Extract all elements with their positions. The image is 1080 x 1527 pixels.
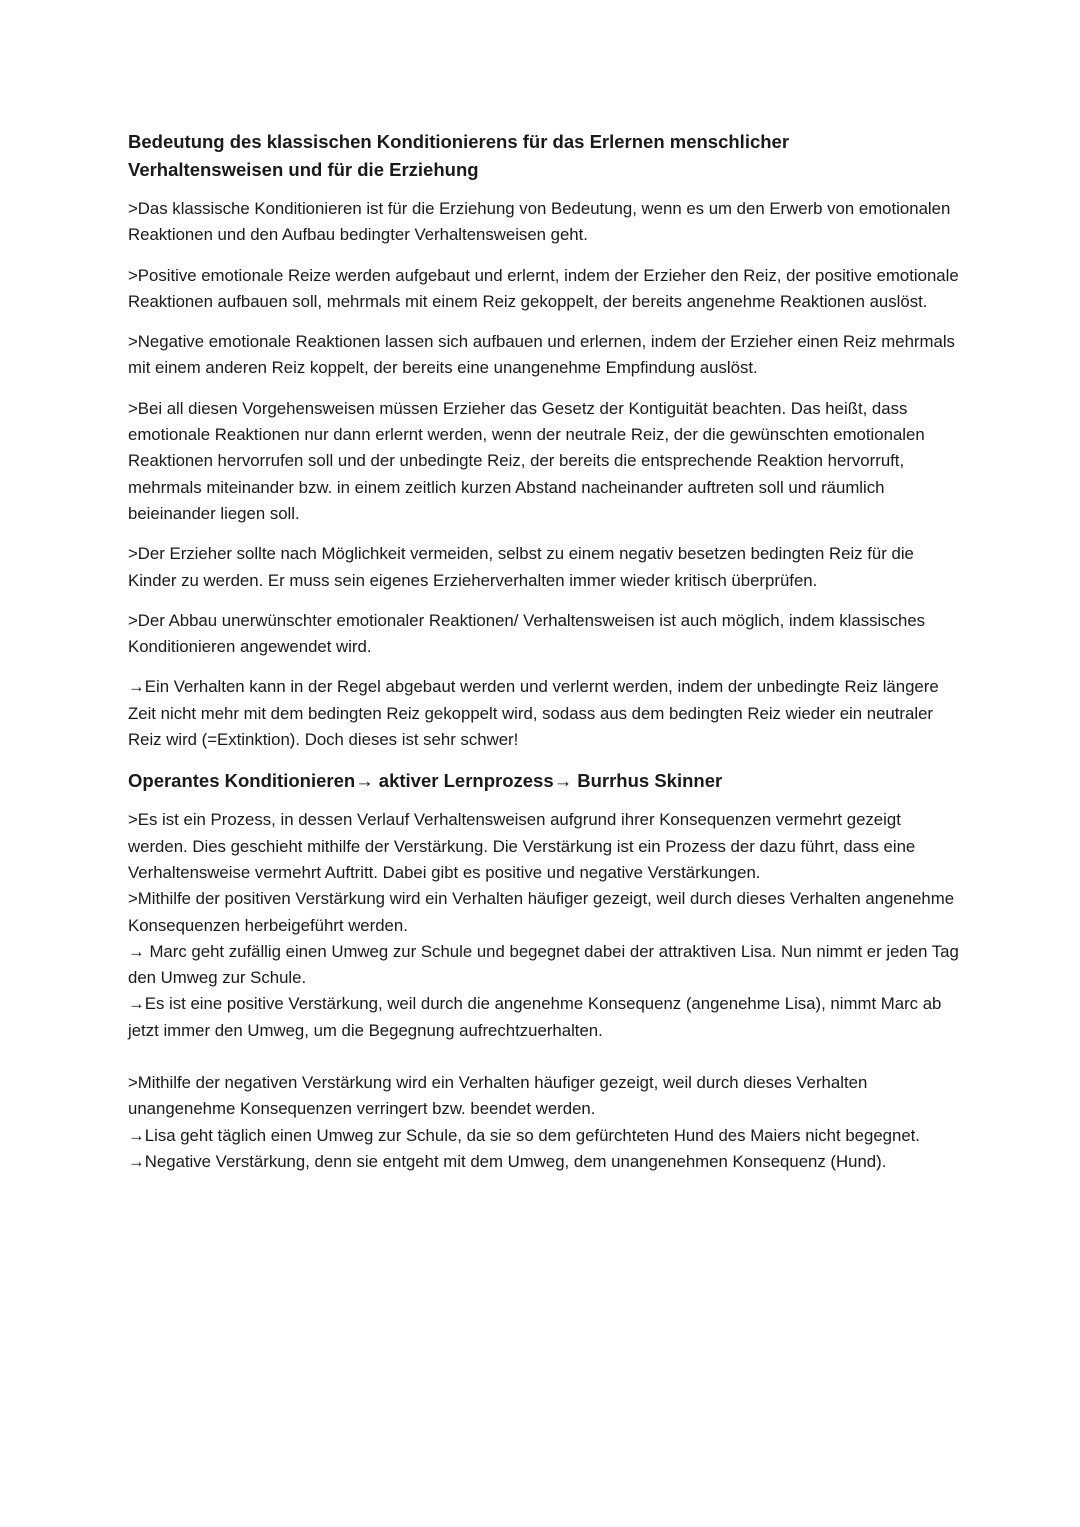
paragraph: >Es ist ein Prozess, in dessen Verlauf Verhaltensweisen aufgrund ihrer Konsequenzen vermehrt gezeigt werden. Dies geschieht mithilfe der Verstärkung. Die Verstärkung ist ein Prozess der dazu führt, dass eine Verhaltensweise vermehrt Auftritt. Dabei gibt es positive und negative Verstärkungen. <box>128 810 916 882</box>
paragraph: >Bei all diesen Vorgehensweisen müssen Erzieher das Gesetz der Kontiguität beachten. Das heißt, dass emotionale Reaktionen nur dann erlernt werden, wenn der neutrale Reiz, der die gewünschten emotionalen Reaktionen hervorrufen soll und der unbedingte Reiz, der bereits die entsprechende Reaktion hervorruft, mehrmals miteinander bzw. in einem zeitlich kurzen Abstand nacheinander auftreten soll und räumlich beieinander liegen soll. <box>128 398 925 523</box>
paragraph: →Lisa geht täglich einen Umweg zur Schule, da sie so dem gefürchteten Hund des Maiers nicht begegnet. <box>128 1125 920 1145</box>
document-page <box>128 128 964 1201</box>
paragraph: → Marc geht zufällig einen Umweg zur Schule und begegnet dabei der attraktiven Lisa. Nun nimmt er jeden Tag den Umweg zur Schule. <box>128 941 959 988</box>
paragraph: →Ein Verhalten kann in der Regel abgebaut werden und verlernt werden, indem der unbedingte Reiz längere Zeit nicht mehr mit dem bedingten Reiz gekoppelt wird, sodass aus dem bedingten Reiz wieder ein neutraler Reiz wird (=Extinktion). Doch dieses ist sehr schwer! <box>128 677 939 750</box>
paragraph: >Negative emotionale Reaktionen lassen sich aufbauen und erlernen, indem der Erzieher einen Reiz mehrmals mit einem anderen Reiz koppelt, der bereits eine unangenehme Empfindung auslöst. <box>128 332 955 378</box>
text-block-negative-reinforcement <box>128 1070 964 1175</box>
paragraph: >Positive emotionale Reize werden aufgebaut und erlernt, indem der Erzieher den Reiz, der positive emotionale Reaktionen aufbauen soll, mehrmals mit einem Reiz gekoppelt, der bereits angenehme Reaktionen auslöst. <box>128 265 959 311</box>
heading-line-1: Bedeutung des klassischen Konditionierens für das Erlernen menschlicher <box>128 131 790 152</box>
paragraph: →Es ist eine positive Verstärkung, weil durch die angenehme Konsequenz (angenehme Lisa), nimmt Marc ab jetzt immer den Umweg, um die Begegnung aufrechtzuerhalten. <box>128 994 942 1040</box>
paragraph: >Der Erzieher sollte nach Möglichkeit vermeiden, selbst zu einem negativ besetzen bedingten Reiz für die Kinder zu werden. Er muss sein eigenes Erzieherverhalten immer wieder kritisch überprüfen. <box>128 544 914 590</box>
section-heading-classical-conditioning <box>128 128 964 184</box>
heading-line-2: Verhaltensweisen und für die Erziehung <box>128 159 479 180</box>
paragraph: →Negative Verstärkung, denn sie entgeht mit dem Umweg, dem unangenehmen Konsequenz (Hund). <box>128 1151 887 1171</box>
text-block-positive-reinforcement <box>128 807 964 1044</box>
paragraph: >Das klassische Konditionieren ist für die Erziehung von Bedeutung, wenn es um den Erwerb von emotionalen Reaktionen und den Aufbau bedingter Verhaltensweisen geht. <box>128 199 951 245</box>
paragraph: >Mithilfe der positiven Verstärkung wird ein Verhalten häufiger gezeigt, weil durch dieses Verhalten angenehme Konsequenzen herbeigeführt werden. <box>128 889 955 935</box>
paragraph: >Mithilfe der negativen Verstärkung wird ein Verhalten häufiger gezeigt, weil durch dieses Verhalten unangenehme Konsequenzen verringert bzw. beendet werden. <box>128 1073 868 1119</box>
section-heading-operant-conditioning: Operantes Konditionieren→ aktiver Lernprozess→ Burrhus Skinner <box>128 770 723 792</box>
paragraph: >Der Abbau unerwünschter emotionaler Reaktionen/ Verhaltensweisen ist auch möglich, indem klassisches Konditionieren angewendet wird. <box>128 610 926 657</box>
